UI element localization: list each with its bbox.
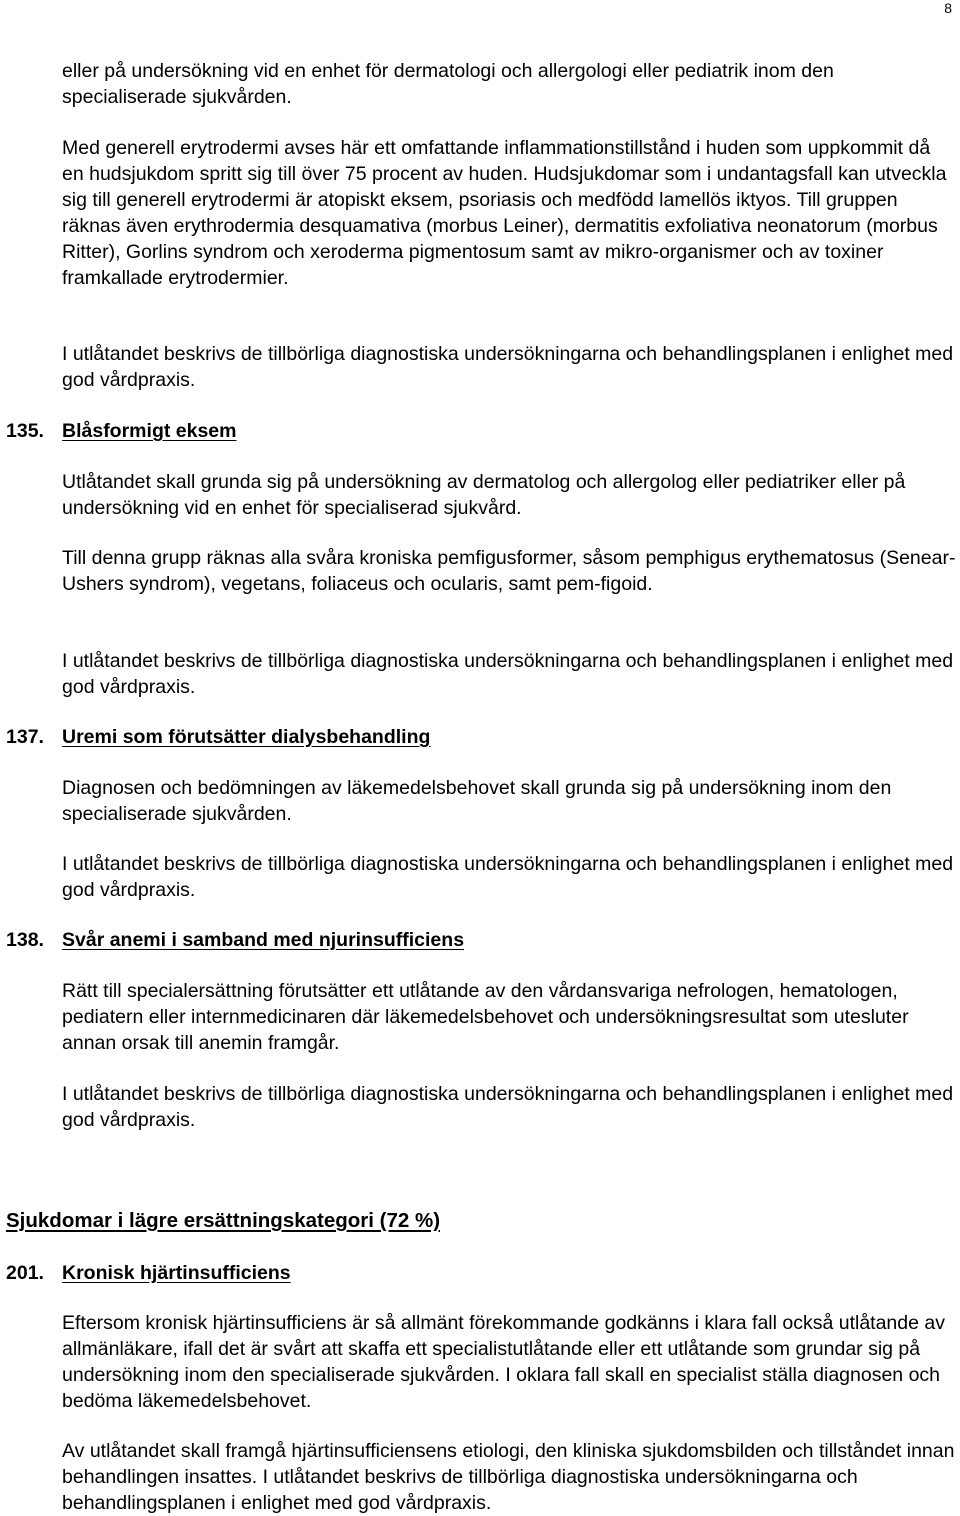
section-201-paragraph-1: Eftersom kronisk hjärtinsufficiens är så allmänt förekommande godkänns i klara fall också utlåtande av allmänläkare, ifall det är svårt att skaffa ett specialistutlåtande eller ett utlåtande som grundar sig på undersökning inom den specialiserade sjukvården. I oklara fall skall en specialist ställa diagnosen och bedöma läkemedelsbehovet. [62, 1312, 945, 1412]
section-138-paragraph-1: Rätt till specialersättning förutsätter ett utlåtande av den vårdansvariga nefrologen, hematologen, pediatern eller internmedicinaren där läkemedelsbehovet och undersökningsresultat som utesluter annan orsak till anemin framgår. [62, 980, 909, 1054]
section-title: Blåsformigt eksem [62, 420, 237, 442]
section-135-paragraph-1: Utlåtandet skall grunda sig på undersökning av dermatolog och allergolog eller pediatriker eller på undersökning vid en enhet för specialiserad sjukvård. [62, 471, 906, 519]
category-heading: Sjukdomar i lägre ersättningskategori (72 %) [6, 1209, 441, 1232]
intro-paragraph-3: I utlåtandet beskrivs de tillbörliga diagnostiska undersökningarna och behandlingsplanen i enlighet med god vårdpraxis. [62, 343, 954, 391]
section-heading-138 [6, 927, 464, 953]
section-title: Svår anemi i samband med njurinsufficiens [62, 929, 465, 951]
section-138-paragraph-2: I utlåtandet beskrivs de tillbörliga diagnostiska undersökningarna och behandlingsplanen i enlighet med god vårdpraxis. [62, 1083, 954, 1131]
section-number: 201. [6, 1262, 44, 1284]
page-number: 8 [944, 0, 952, 16]
intro-paragraph-2: Med generell erytrodermi avses här ett omfattande inflammationstillstånd i huden som uppkommit då en hudsjukdom spritt sig till över 75 procent av huden. Hudsjukdomar som i undantagsfall kan utveckla sig till generell erytrodermi är atopiskt eksem, psoriasis och medfödd lamellös iktyos. Till gruppen räknas även erythrodermia desquamativa (morbus Leiner), dermatitis exfoliativa neonatorum (morbus Ritter), Gorlins syndrom och xeroderma pigmentosum samt av mikro-organismer och av toxiner framkallade erytrodermier. [62, 137, 947, 289]
section-heading-137 [6, 724, 430, 750]
section-title: Kronisk hjärtinsufficiens [62, 1262, 291, 1284]
section-135-paragraph-2: Till denna grupp räknas alla svåra kroniska pemfigusformer, såsom pemphigus erythematosus (Senear-Ushers syndrom), vegetans, foliaceus och ocularis, samt pem-figoid. [62, 547, 956, 595]
section-137-paragraph-2: I utlåtandet beskrivs de tillbörliga diagnostiska undersökningarna och behandlingsplanen i enlighet med god vårdpraxis. [62, 853, 954, 901]
intro-paragraph-1: eller på undersökning vid en enhet för dermatologi och allergologi eller pediatrik inom den specialiserade sjukvården. [62, 60, 834, 108]
section-number: 138. [6, 929, 44, 951]
section-137-paragraph-1: Diagnosen och bedömningen av läkemedelsbehovet skall grunda sig på undersökning inom den specialiserade sjukvården. [62, 777, 892, 825]
section-heading-201 [6, 1260, 291, 1286]
section-heading-135 [6, 418, 236, 444]
section-number: 137. [6, 726, 44, 748]
section-title: Uremi som förutsätter dialysbehandling [62, 726, 431, 748]
section-135-paragraph-3: I utlåtandet beskrivs de tillbörliga diagnostiska undersökningarna och behandlingsplanen i enlighet med god vårdpraxis. [62, 650, 954, 698]
section-201-paragraph-2: Av utlåtandet skall framgå hjärtinsufficiensens etiologi, den kliniska sjukdomsbilden och tillståndet innan behandlingen insattes. I utlåtandet beskrivs de tillbörliga diagnostiska undersökningarna och behandlingsplanen i enlighet med god vårdpraxis. [62, 1440, 955, 1514]
section-number: 135. [6, 420, 44, 442]
